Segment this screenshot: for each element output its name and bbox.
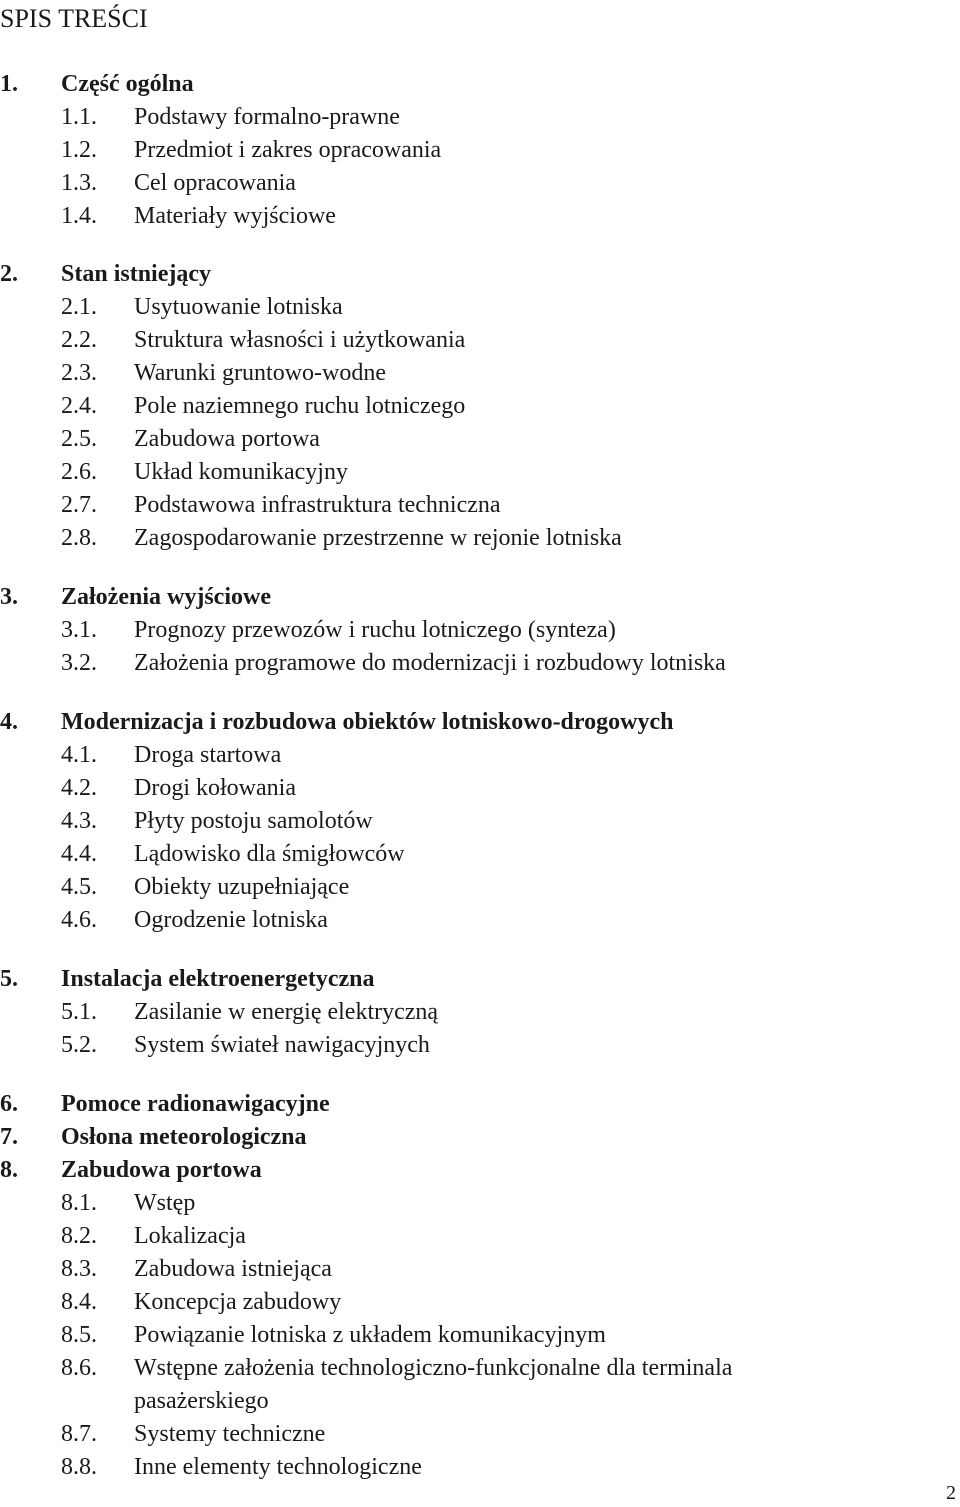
toc-label: Prognozy przewozów i ruchu lotniczego (synteza) bbox=[134, 617, 616, 643]
toc-label: Założenia programowe do modernizacji i rozbudowy lotniska bbox=[134, 650, 726, 676]
toc-number: 3. bbox=[0, 584, 18, 610]
toc-number: 2.3. bbox=[61, 360, 97, 386]
toc-label: Obiekty uzupełniające bbox=[134, 874, 350, 900]
toc-label: Warunki gruntowo-wodne bbox=[134, 360, 387, 386]
toc-label: Przedmiot i zakres opracowania bbox=[134, 137, 442, 163]
toc-label: Stan istniejący bbox=[61, 261, 211, 287]
toc-label: Osłona meteorologiczna bbox=[61, 1124, 307, 1150]
toc-number: 2. bbox=[0, 261, 18, 287]
toc-number: 7. bbox=[0, 1124, 18, 1150]
toc-number: 2.6. bbox=[61, 459, 97, 485]
toc-label: Zabudowa portowa bbox=[61, 1157, 262, 1183]
toc-label: Zabudowa istniejąca bbox=[134, 1256, 332, 1282]
toc-label: Pomoce radionawigacyjne bbox=[61, 1091, 330, 1117]
toc-number: 3.2. bbox=[61, 650, 97, 676]
toc-number: 1.1. bbox=[61, 104, 97, 130]
toc-number: 2.7. bbox=[61, 492, 97, 518]
toc-number: 4.2. bbox=[61, 775, 97, 801]
page-title: SPIS TREŚCI bbox=[0, 4, 148, 33]
toc-number: 8.1. bbox=[61, 1190, 97, 1216]
toc-number: 8.7. bbox=[61, 1421, 97, 1447]
toc-label: Modernizacja i rozbudowa obiektów lotniskowo-drogowych bbox=[61, 709, 674, 735]
toc-label: Drogi kołowania bbox=[134, 775, 296, 801]
toc-number: 5.1. bbox=[61, 999, 97, 1025]
toc-number: 8.3. bbox=[61, 1256, 97, 1282]
toc-number: 8.5. bbox=[61, 1322, 97, 1348]
toc-label: pasażerskiego bbox=[134, 1388, 269, 1414]
toc-number: 4.3. bbox=[61, 808, 97, 834]
toc-number: 5. bbox=[0, 966, 18, 992]
toc-label: Systemy techniczne bbox=[134, 1421, 326, 1447]
toc-label: Podstawy formalno-prawne bbox=[134, 104, 400, 130]
toc-number: 1.3. bbox=[61, 170, 97, 196]
toc-number: 6. bbox=[0, 1091, 18, 1117]
toc-label: Instalacja elektroenergetyczna bbox=[61, 966, 375, 992]
toc-label: System świateł nawigacyjnych bbox=[134, 1032, 430, 1058]
toc-label: Podstawowa infrastruktura techniczna bbox=[134, 492, 501, 518]
toc-number: 2.4. bbox=[61, 393, 97, 419]
toc-label: Materiały wyjściowe bbox=[134, 203, 336, 229]
toc-label: Cel opracowania bbox=[134, 170, 296, 196]
toc-label: Zasilanie w energię elektryczną bbox=[134, 999, 439, 1025]
toc-number: 1. bbox=[0, 71, 18, 97]
toc-number: 4.5. bbox=[61, 874, 97, 900]
toc-number: 1.2. bbox=[61, 137, 97, 163]
toc-label: Droga startowa bbox=[134, 742, 282, 768]
toc-number: 8.6. bbox=[61, 1355, 97, 1381]
toc-label: Usytuowanie lotniska bbox=[134, 294, 343, 320]
page-number: 2 bbox=[946, 1482, 956, 1504]
toc-label: Część ogólna bbox=[61, 71, 194, 97]
toc-label: Założenia wyjściowe bbox=[61, 584, 271, 610]
toc-number: 8.2. bbox=[61, 1223, 97, 1249]
toc-label: Lokalizacja bbox=[134, 1223, 246, 1249]
toc-number: 3.1. bbox=[61, 617, 97, 643]
toc-label: Pole naziemnego ruchu lotniczego bbox=[134, 393, 466, 419]
toc-number: 2.5. bbox=[61, 426, 97, 452]
toc-label: Inne elementy technologiczne bbox=[134, 1454, 422, 1480]
toc-label: Układ komunikacyjny bbox=[134, 459, 348, 485]
toc-number: 4. bbox=[0, 709, 18, 735]
toc-number: 2.1. bbox=[61, 294, 97, 320]
toc-number: 5.2. bbox=[61, 1032, 97, 1058]
toc-label: Zabudowa portowa bbox=[134, 426, 320, 452]
toc-label: Lądowisko dla śmigłowców bbox=[134, 841, 405, 867]
toc-number: 2.2. bbox=[61, 327, 97, 353]
toc-number: 4.6. bbox=[61, 907, 97, 933]
toc-number: 2.8. bbox=[61, 525, 97, 551]
toc-number: 1.4. bbox=[61, 203, 97, 229]
toc-number: 4.1. bbox=[61, 742, 97, 768]
toc-label: Płyty postoju samolotów bbox=[134, 808, 373, 834]
toc-label: Struktura własności i użytkowania bbox=[134, 327, 466, 353]
toc-label: Koncepcja zabudowy bbox=[134, 1289, 342, 1315]
toc-number: 8. bbox=[0, 1157, 18, 1183]
toc-number: 8.4. bbox=[61, 1289, 97, 1315]
toc-label: Wstęp bbox=[134, 1190, 196, 1216]
toc-label: Zagospodarowanie przestrzenne w rejonie lotniska bbox=[134, 525, 622, 551]
toc-label: Ogrodzenie lotniska bbox=[134, 907, 328, 933]
toc-number: 8.8. bbox=[61, 1454, 97, 1480]
toc-label: Powiązanie lotniska z układem komunikacyjnym bbox=[134, 1322, 606, 1348]
toc-number: 4.4. bbox=[61, 841, 97, 867]
toc-label: Wstępne założenia technologiczno-funkcjonalne dla terminala bbox=[134, 1355, 733, 1381]
